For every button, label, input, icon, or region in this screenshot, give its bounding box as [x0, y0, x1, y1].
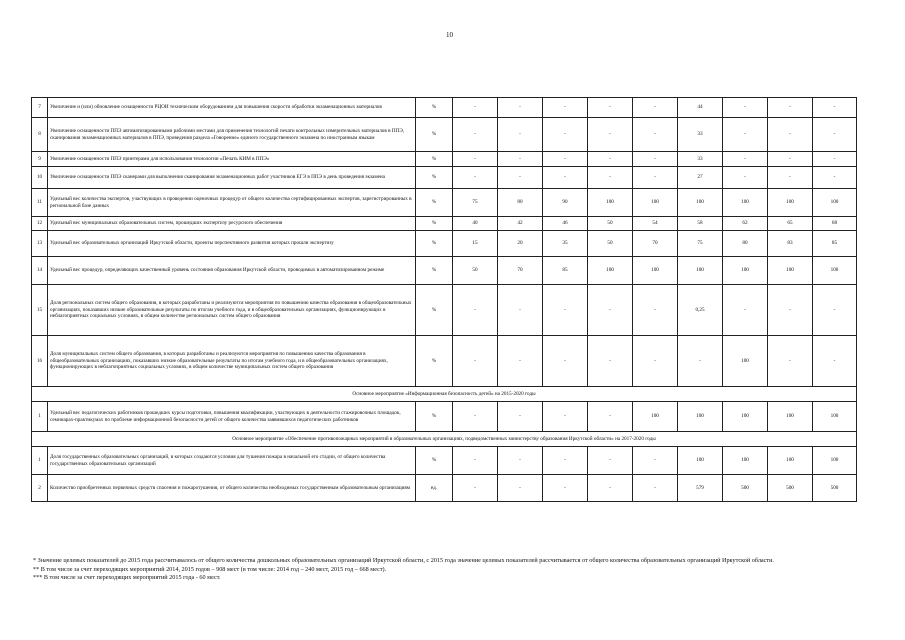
table-row — [32, 257, 857, 285]
value-cell: - — [813, 118, 857, 152]
value-cell: - — [633, 152, 678, 167]
unit-cell: % — [416, 152, 453, 167]
unit-cell: % — [416, 257, 453, 285]
value-cell: - — [588, 402, 633, 432]
value-cell: - — [768, 98, 813, 118]
value-cell: - — [633, 475, 678, 502]
value-cell: 100 — [678, 189, 723, 217]
value-cell: - — [453, 167, 498, 189]
value-cell: - — [498, 98, 543, 118]
value-cell: 100 — [588, 257, 633, 285]
unit-cell: % — [416, 217, 453, 231]
row-number: 1 — [32, 447, 48, 475]
unit-cell: % — [416, 167, 453, 189]
value-cell: - — [588, 475, 633, 502]
value-cell: 0,25 — [678, 285, 723, 336]
value-cell: - — [768, 152, 813, 167]
indicator-name: Удельный вес количества экспертов, участвующих в проведении оценочных процедур от общего количества сертифицированных экспертов, зарегистрированных в региональной базе данных — [48, 189, 416, 217]
footnote: ** В том числе за счет переходящих мероприятий 2014, 2015 годов – 908 мест (в том числе: 2014 год – 240 мест, 2015 год – 668 мест). — [33, 565, 387, 573]
table-row — [32, 217, 857, 231]
value-cell: - — [768, 167, 813, 189]
value-cell: 70 — [498, 257, 543, 285]
value-cell: 62 — [723, 217, 768, 231]
value-cell: 500 — [768, 475, 813, 502]
value-cell: - — [633, 447, 678, 475]
table-row — [32, 152, 857, 167]
value-cell: 75 — [678, 231, 723, 257]
value-cell: - — [543, 285, 588, 336]
indicator-name: Количество приобретенных первичных средств спасения и пожаротушения, от общего количества необходимых государственным образовательным организациям — [48, 475, 416, 502]
value-cell: - — [453, 402, 498, 432]
section-title: Основное мероприятие «Информационная безопасность детей» на 2015-2020 годы — [32, 387, 857, 402]
unit-cell: % — [416, 189, 453, 217]
value-cell: - — [498, 336, 543, 387]
value-cell: 500 — [723, 475, 768, 502]
footnote: *** В том числе за счет переходящих мероприятий 2015 года - 60 мест. — [33, 574, 221, 582]
row-number: 12 — [32, 217, 48, 231]
value-cell: 70 — [633, 231, 678, 257]
value-cell: 90 — [543, 189, 588, 217]
value-cell: - — [543, 167, 588, 189]
value-cell: - — [453, 285, 498, 336]
value-cell: 100 — [813, 257, 857, 285]
value-cell: - — [453, 118, 498, 152]
value-cell: - — [633, 336, 678, 387]
row-number: 7 — [32, 98, 48, 118]
value-cell: 100 — [768, 189, 813, 217]
value-cell: 100 — [633, 402, 678, 432]
value-cell: - — [633, 167, 678, 189]
value-cell: 500 — [813, 475, 857, 502]
indicator-name: Увеличение оснащенности ППЭ принтерами для использования технологии «Печать КИМ в ППЭ» — [48, 152, 416, 167]
value-cell: - — [498, 402, 543, 432]
value-cell: - — [588, 447, 633, 475]
value-cell: 50 — [588, 217, 633, 231]
value-cell: - — [498, 285, 543, 336]
value-cell: - — [813, 285, 857, 336]
indicator-name: Удельный вес муниципальных образовательных систем, прошедших экспертизу ресурсного обеспечения — [48, 217, 416, 231]
row-number: 16 — [32, 336, 48, 387]
value-cell: - — [543, 475, 588, 502]
value-cell: 75 — [453, 189, 498, 217]
value-cell: - — [588, 336, 633, 387]
row-number: 8 — [32, 118, 48, 152]
indicator-name: Доля государственных образовательных организаций, в которых создаются условия для тушения пожара в начальной его стадии, от общего количества государственных образовательных организаций — [48, 447, 416, 475]
value-cell: - — [723, 98, 768, 118]
value-cell: 15 — [453, 231, 498, 257]
value-cell: - — [588, 118, 633, 152]
table-row — [32, 475, 857, 502]
value-cell: - — [723, 118, 768, 152]
page-number: 10 — [446, 31, 453, 39]
indicator-name: Удельный вес процедур, определяющих качественный уровень состояния образования Иркутской области, проводимых в автоматизированном режиме — [48, 257, 416, 285]
value-cell: - — [543, 118, 588, 152]
value-cell: 100 — [813, 402, 857, 432]
unit-cell: ед. — [416, 475, 453, 502]
value-cell: 85 — [813, 231, 857, 257]
value-cell: 85 — [543, 257, 588, 285]
value-cell: 35 — [543, 231, 588, 257]
value-cell: - — [543, 98, 588, 118]
indicator-name: Увеличение и (или) обновление оснащенности РЦОИ техническим оборудованием для повышения скорости обработки экзаменационных материалов — [48, 98, 416, 118]
value-cell: - — [723, 167, 768, 189]
indicator-name: Удельный вес педагогических работников прошедших курсы подготовки, повышения квалификации, участвующих в деятельности стажировочных площадок, семинарах-практикумах по проблеме информационной безопасности детей от общего количества заявившихся педагогических работников — [48, 402, 416, 432]
value-cell: 58 — [678, 217, 723, 231]
value-cell: 100 — [813, 189, 857, 217]
value-cell: - — [498, 447, 543, 475]
value-cell: 65 — [768, 217, 813, 231]
value-cell: - — [543, 152, 588, 167]
value-cell: 100 — [678, 257, 723, 285]
value-cell: - — [588, 167, 633, 189]
unit-cell: % — [416, 98, 453, 118]
indicator-name: Увеличение оснащенности ППЭ сканерами для выполнения сканирования экзаменационных работ участников ЕГЭ в ППЭ в день проведения экзамена — [48, 167, 416, 189]
value-cell: 83 — [768, 231, 813, 257]
value-cell: - — [543, 336, 588, 387]
unit-cell: % — [416, 285, 453, 336]
value-cell: 100 — [588, 189, 633, 217]
value-cell: 100 — [768, 447, 813, 475]
value-cell: - — [498, 152, 543, 167]
table-row — [32, 118, 857, 152]
value-cell: - — [813, 152, 857, 167]
indicators-table — [31, 97, 857, 502]
table-row — [32, 189, 857, 217]
value-cell: 100 — [723, 257, 768, 285]
table-row — [32, 336, 857, 387]
row-number: 1 — [32, 402, 48, 432]
value-cell: - — [768, 118, 813, 152]
row-number: 13 — [32, 231, 48, 257]
section-header-row — [32, 432, 857, 447]
footnotes — [33, 557, 848, 583]
table-row — [32, 447, 857, 475]
table-row — [32, 167, 857, 189]
value-cell: 100 — [678, 402, 723, 432]
value-cell: 27 — [678, 167, 723, 189]
value-cell: - — [768, 336, 813, 387]
unit-cell: % — [416, 231, 453, 257]
value-cell: 100 — [723, 447, 768, 475]
indicator-name: Увеличение оснащенности ППЭ автоматизированными рабочими местами для применения технологий печати контрольных измерительных материалов в ППЭ, сканирования экзаменационных материалов в ППЭ, проведения раздела «Говорение» единого государственного экзамена по иностранным языкам — [48, 118, 416, 152]
value-cell: - — [633, 98, 678, 118]
table-row — [32, 402, 857, 432]
value-cell: - — [768, 285, 813, 336]
value-cell: - — [678, 336, 723, 387]
value-cell: 100 — [723, 402, 768, 432]
value-cell: 100 — [633, 257, 678, 285]
section-title: Основное мероприятие «Обеспечение противопожарных мероприятий в образовательных организациях, подведомственных министерству образования Иркутской области» на 2017-2020 годы — [32, 432, 857, 447]
table-row — [32, 231, 857, 257]
row-number: 10 — [32, 167, 48, 189]
value-cell: - — [813, 336, 857, 387]
value-cell: - — [633, 118, 678, 152]
value-cell: 100 — [768, 402, 813, 432]
value-cell: - — [543, 402, 588, 432]
value-cell: 100 — [678, 447, 723, 475]
value-cell: - — [588, 152, 633, 167]
value-cell: - — [723, 152, 768, 167]
section-header-row — [32, 387, 857, 402]
indicator-name: Доля региональных систем общего образования, в которых разработаны и реализуются мероприятия по повышению качества образования в общеобразовательных организациях, показавших низкие образовательные результаты по итогам учебного года, и в общеобразовательных организациях, функционирующих в неблагоприятных социальных условиях, в общем количестве региональных систем общего образования — [48, 285, 416, 336]
value-cell: - — [498, 475, 543, 502]
value-cell: - — [723, 285, 768, 336]
table-row — [32, 98, 857, 118]
row-number: 2 — [32, 475, 48, 502]
value-cell: 100 — [768, 257, 813, 285]
indicator-name: Удельный вес образовательных организаций Иркутской области, проекты перспективного развития которых прошли экспертизу — [48, 231, 416, 257]
unit-cell: % — [416, 118, 453, 152]
value-cell: 54 — [633, 217, 678, 231]
value-cell: - — [813, 167, 857, 189]
value-cell: - — [588, 285, 633, 336]
row-number: 9 — [32, 152, 48, 167]
value-cell: - — [453, 447, 498, 475]
value-cell: - — [543, 447, 588, 475]
value-cell: - — [588, 98, 633, 118]
row-number: 11 — [32, 189, 48, 217]
unit-cell: % — [416, 402, 453, 432]
value-cell: - — [453, 98, 498, 118]
value-cell: 579 — [678, 475, 723, 502]
unit-cell: % — [416, 447, 453, 475]
value-cell: 40 — [453, 217, 498, 231]
value-cell: - — [813, 98, 857, 118]
value-cell: 100 — [723, 336, 768, 387]
footnote: * Значение целевых показателей до 2015 года рассчитывалось от общего количества дошкольных образовательных организаций Иркутской области, с 2015 года значение целевых показателей рассчитывается от общего количества образовательных организаций Иркутской области. — [33, 557, 774, 564]
value-cell: 42 — [498, 217, 543, 231]
value-cell: - — [633, 285, 678, 336]
value-cell: 68 — [813, 217, 857, 231]
value-cell: - — [453, 152, 498, 167]
value-cell: 100 — [633, 189, 678, 217]
unit-cell: % — [416, 336, 453, 387]
value-cell: 33 — [678, 152, 723, 167]
value-cell: - — [498, 167, 543, 189]
value-cell: 50 — [453, 257, 498, 285]
row-number: 14 — [32, 257, 48, 285]
value-cell: 100 — [723, 189, 768, 217]
indicator-name: Доля муниципальных систем общего образования, в которых разработаны и реализуются мероприятия по повышению качества образования в общеобразовательных организациях, показавших низкие образовательные результаты по итогам учебного года, и в общеобразовательных организациях, функционирующих в неблагоприятных социальных условиях, в общем количестве муниципальных систем общего образования — [48, 336, 416, 387]
table-row — [32, 285, 857, 336]
value-cell: 80 — [723, 231, 768, 257]
value-cell: 46 — [543, 217, 588, 231]
value-cell: 100 — [813, 447, 857, 475]
value-cell: - — [453, 475, 498, 502]
value-cell: - — [453, 336, 498, 387]
value-cell: 44 — [678, 98, 723, 118]
value-cell: 80 — [498, 189, 543, 217]
value-cell: 20 — [498, 231, 543, 257]
value-cell: 50 — [588, 231, 633, 257]
row-number: 15 — [32, 285, 48, 336]
value-cell: - — [498, 118, 543, 152]
value-cell: 33 — [678, 118, 723, 152]
